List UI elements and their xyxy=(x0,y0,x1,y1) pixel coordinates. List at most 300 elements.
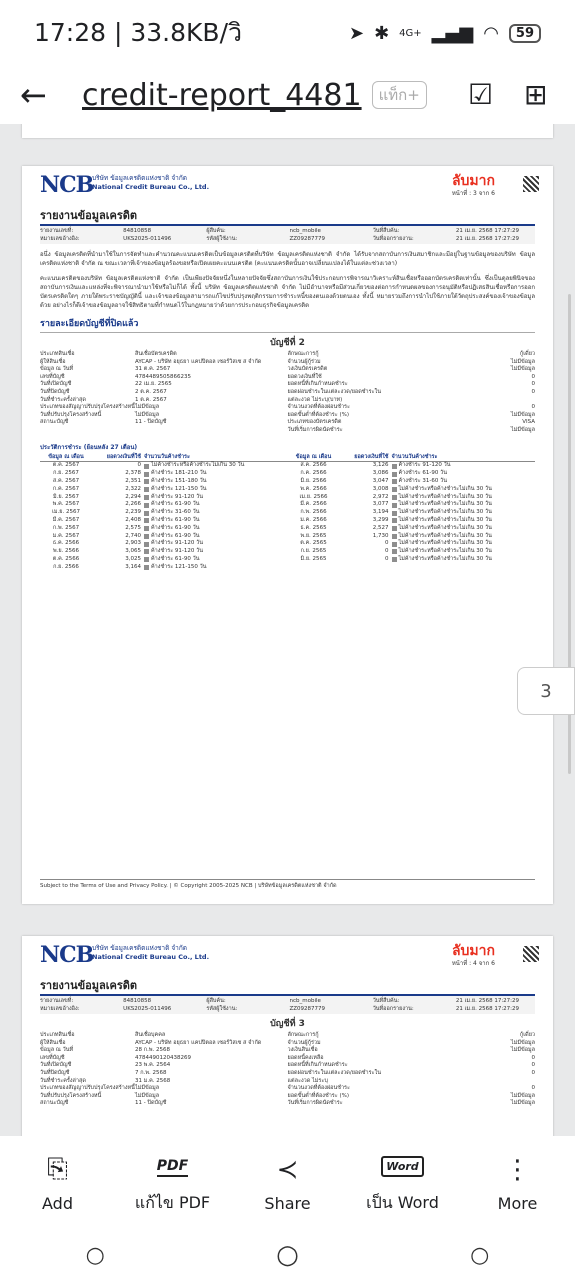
history-status xyxy=(392,462,536,470)
toolbar-label: Share xyxy=(264,1193,311,1213)
history-month: มี.ค. 2566 xyxy=(300,501,327,508)
history-month: เม.ย. 2566 xyxy=(299,493,328,500)
share-icon: ≺ xyxy=(276,1154,299,1185)
history-status-text: ไม่ค้างชำระหรือค้างชำระไม่เกิน 30 วัน xyxy=(398,555,492,562)
detail-label: วันที่เริ่มการผิดนัดชำระ xyxy=(287,426,343,433)
history-status-text: ค้างชำระ 61-90 วัน xyxy=(151,524,200,531)
meta-row xyxy=(40,235,535,243)
meta-cell: 21 เม.ย. 2568 17:27:29 xyxy=(455,228,520,234)
status-square-icon xyxy=(392,557,397,562)
meta-cell: ncb_mobile xyxy=(289,228,321,234)
status-square-icon xyxy=(144,542,149,547)
detail-value: ไม่มีข้อมูล xyxy=(510,1092,535,1099)
disclaimer-paragraph-2: คะแนนเครดิตของบริษัท ข้อมูลเครดิตแห่งชาติ จำกัด เป็นเพียงปัจจัยหนึ่งในหลายปัจจัยซึ่งสถาบันการเงินใช้ประกอบการพิจารณาวิเคราะห์สินเชื่อหรือออกบัตรเครดิตเท่านั้น ซึ่งเป็นดุลยพินิจของสถาบันการเงินและแหล่งที่จะพิจารณานำมาใช้หรือไม่ก็ได้ ทั้งนี้ บริษัท ข้อมูลเครดิตแห่งชาติ จำกัด ไม่มีอำนาจหรือมีส่วนเกี่ยวของต่อการกำหนดผลของการอนุมัติหรือปฏิเสธสินเชื่อหรือการออกบัตรเครดิตใดๆ ภายใต้พระราชบัญญัตินี้ และเจ้าของข้อมูลสามารถแก้ไขปรับปรุงพฤติกรรมการชำระหนี้ของตนเองด้วยตนเอง ทั้งนี้ หมายรวมถึงการนำไปใช้ภายใต้วัตถุประสงค์ของเจ้าของข้อมูลด้วย อย่างไรก็ดีเจ้าของข้อมูลอาจใช้สิทธิตามที่กำหนดไว้ในกฎหมายว่าด้วยการประกอบธุรกิจข้อมูลเครดิต xyxy=(40,275,535,309)
page-header xyxy=(22,166,553,206)
detail-label: ยอดหนี้ที่เกินกำหนดชำระ xyxy=(287,381,348,388)
table-row xyxy=(40,517,288,525)
history-balance: 3,008 xyxy=(372,485,389,492)
meta-cell: UKS2025-011496 xyxy=(123,1006,172,1012)
detail-row xyxy=(288,381,536,389)
table-row xyxy=(40,525,288,533)
status-square-icon xyxy=(144,503,149,508)
detail-row xyxy=(40,359,288,367)
detail-value: ไม่มีข้อมูล xyxy=(510,366,535,373)
history-header xyxy=(40,454,288,463)
table-row xyxy=(288,540,536,548)
history-status-text: ค้างชำระ 181-210 วัน xyxy=(151,470,207,477)
history-month: พ.ย. 2566 xyxy=(52,548,80,555)
status-square-icon xyxy=(392,511,397,516)
meta-cell: วันที่ออกรายงาน: xyxy=(372,236,414,242)
detail-label: สถานะบัญชี xyxy=(40,1100,69,1107)
table-row xyxy=(40,470,288,478)
page-footer: Subject to the Terms of Use and Privacy Policy. | © Copyright 2005-2025 NCB | บริษัทข้อมูลเครดิตแห่งชาติ จำกัด xyxy=(40,879,535,890)
status-square-icon xyxy=(144,511,149,516)
history-status-text: ค้างชำระ 151-180 วัน xyxy=(151,477,207,484)
detail-row xyxy=(40,389,288,397)
status-square-icon xyxy=(392,526,397,531)
detail-value: กู้เดี่ยว xyxy=(519,1032,535,1038)
detail-label: ยอดหนี้ที่เกินกำหนดชำระ xyxy=(287,1062,348,1069)
page-header xyxy=(22,936,553,976)
toolbar-share-button[interactable] xyxy=(230,1136,345,1230)
detail-label: ข้อมูล ณ วันที่ xyxy=(40,366,74,373)
detail-value: 28 ก.พ. 2568 xyxy=(135,1047,170,1054)
payment-history-left xyxy=(40,454,288,572)
home-icon[interactable]: ○ xyxy=(276,1240,299,1270)
report-title: รายงานข้อมูลเครดิต xyxy=(40,206,535,226)
add-tag-chip[interactable]: แท็ก+ xyxy=(372,81,427,109)
detail-label: วงเงินสินเชื่อ xyxy=(287,1047,318,1054)
report-title: รายงานข้อมูลเครดิต xyxy=(40,976,535,996)
history-header-status: จำนวนวันค้างชำระ xyxy=(391,453,438,460)
history-month: ต.ค. 2567 xyxy=(52,462,80,469)
history-balance: 2,903 xyxy=(125,540,141,547)
closed-accounts-heading: รายละเอียดบัญชีที่ปิดแล้ว xyxy=(40,316,535,333)
select-checkbox-icon[interactable]: ☑ xyxy=(468,78,494,111)
history-month: มี.ค. 2567 xyxy=(52,516,80,523)
history-balance: 2,239 xyxy=(125,509,141,516)
status-bar xyxy=(0,0,575,66)
history-balance: 2,527 xyxy=(372,524,389,531)
status-square-icon xyxy=(144,557,149,562)
detail-label: ประเภทของบัตรเครดิต xyxy=(287,419,342,426)
detail-row xyxy=(40,1032,288,1040)
detail-label: ยอดหนี้คงเหลือ xyxy=(287,1054,324,1061)
meta-cell: ZZ09287779 xyxy=(289,1006,326,1012)
account-details-left xyxy=(40,1032,288,1108)
detail-label: ประเภทของสัญญาปรับปรุงโครงสร้างหนี้ xyxy=(40,1085,135,1092)
detail-value: ไม่มีข้อมูล xyxy=(510,1100,535,1107)
table-row xyxy=(288,517,536,525)
detail-value: AYCAP - บริษัท อยุธยา แคปปิตอล เซอร์วิสเซ ส จำกัด xyxy=(135,358,262,365)
bluetooth-icon: ✱ xyxy=(374,22,390,44)
qr-code-icon xyxy=(523,946,539,962)
toolbar-เป็น-word-button[interactable] xyxy=(345,1136,460,1230)
system-nav-bar xyxy=(0,1230,575,1280)
meta-row xyxy=(40,1005,535,1013)
history-month: พ.ค. 2567 xyxy=(52,501,80,508)
meta-cell: วันที่สืบค้น: xyxy=(372,998,400,1004)
detail-row xyxy=(288,404,536,412)
back-arrow-icon[interactable]: ← xyxy=(20,76,47,114)
grid-view-icon[interactable]: ⊞ xyxy=(524,78,548,111)
detail-value: ไม่มีข้อมูล xyxy=(135,404,160,411)
detail-label: เลขที่บัญชี xyxy=(40,373,65,380)
detail-value: ไม่มีข้อมูล xyxy=(510,411,535,418)
table-row xyxy=(288,486,536,494)
history-status xyxy=(392,540,536,548)
table-row xyxy=(288,501,536,509)
history-month: ก.ย. 2566 xyxy=(53,563,79,570)
history-status xyxy=(144,517,288,525)
history-status-text: ค้างชำระ 61-90 วัน xyxy=(151,532,200,539)
disclaimer-paragraph-1: อนึ่ง ข้อมูลเครดิตที่นำมาใช้ในการจัดทำและคำนวณคะแนนเครดิตเป็นข้อมูลเครดิตที่บริษัท ข้อมูลเครดิตแห่งชาติ จำกัด ได้รับจากสถาบันการเงินสมาชิกและมีอยู่ในฐานข้อมูลของบริษัท ข้อมูลเครดิตแห่งชาติ จำกัด ณ ขณะเวลาที่เจ้าของข้อมูลร้องขอหรือเปิดเผยคะแนนเครดิต (คะแนนเครดิตนั้นอาจเปลี่ยนแปลงได้ในแต่ละช่วงเวลา) xyxy=(40,251,535,267)
history-status-text: ค้างชำระ 61-90 วัน xyxy=(151,501,200,508)
history-balance: 2,378 xyxy=(125,470,141,477)
report-meta xyxy=(40,226,535,244)
meta-cell: หมายเลขอ้างอิง: xyxy=(40,1006,80,1012)
payment-history-title: ประวัติการชำระ (ย้อนหลัง 27 เดือน) xyxy=(40,443,138,451)
history-status-text: ไม่ค้างชำระหรือค้างชำระไม่เกิน 30 วัน xyxy=(398,524,492,531)
history-balance: 0 xyxy=(137,462,141,469)
detail-value: 4784490120438269 xyxy=(135,1054,191,1061)
history-month: ธ.ค. 2565 xyxy=(300,524,327,531)
history-balance: 2,266 xyxy=(125,501,141,508)
history-balance: 3,194 xyxy=(372,509,389,516)
history-status xyxy=(144,564,288,572)
signal-icon: ▂▄▆ xyxy=(431,22,474,44)
history-status-text: ไม่ค้างชำระหรือค้างชำระไม่เกิน 30 วัน xyxy=(398,532,492,539)
detail-row xyxy=(40,374,288,382)
status-square-icon xyxy=(144,472,149,477)
detail-row xyxy=(288,1100,536,1108)
detail-label: วันที่เปิดบัญชี xyxy=(40,1062,72,1069)
detail-label: ลักษณะการกู้ xyxy=(287,1032,319,1038)
status-square-icon xyxy=(144,526,149,531)
detail-label: วงเงินบัตรเครดิต xyxy=(287,366,328,373)
detail-row xyxy=(288,1040,536,1048)
table-row xyxy=(40,478,288,486)
detail-label: จำนวนผู้กู้ร่วม xyxy=(287,358,321,365)
history-balance: 2,575 xyxy=(125,524,141,531)
table-row xyxy=(288,470,536,478)
history-status-text: ไม่ค้างชำระหรือค้างชำระไม่เกิน 30 วัน xyxy=(398,548,492,555)
network-label: 4G+ xyxy=(399,27,422,39)
account-details-right xyxy=(288,1032,536,1108)
meta-cell: หมายเลขอ้างอิง: xyxy=(40,236,80,242)
toolbar-label: แก้ไข PDF xyxy=(134,1192,211,1212)
history-month: มิ.ย. 2567 xyxy=(52,493,80,500)
document-title[interactable]: credit-report_4481 xyxy=(82,77,362,113)
meta-row xyxy=(40,227,535,235)
detail-row xyxy=(40,1055,288,1063)
detail-row xyxy=(40,1070,288,1078)
history-balance: 2,972 xyxy=(372,493,389,500)
detail-row xyxy=(288,1085,536,1093)
meta-cell: รายงานเลขที่: xyxy=(40,228,74,234)
detail-row xyxy=(40,1047,288,1055)
account-details xyxy=(40,1032,535,1108)
table-row xyxy=(40,486,288,494)
report-meta xyxy=(40,996,535,1014)
history-month: ก.ย. 2567 xyxy=(53,470,79,477)
navigation-icon: ➤ xyxy=(348,22,365,44)
meta-cell: รหัสผู้ใช้งาน: xyxy=(206,1006,238,1012)
table-row xyxy=(288,556,536,564)
toolbar-label: เป็น Word xyxy=(366,1192,439,1212)
detail-label: จำนวนงวดที่ต้องผ่อนชำระ xyxy=(287,1085,350,1092)
history-status-text: ค้างชำระ 61-90 วัน xyxy=(398,470,448,477)
detail-label: ผู้ให้สินเชื่อ xyxy=(40,358,66,365)
history-status xyxy=(392,501,536,509)
status-square-icon xyxy=(144,549,149,554)
detail-row xyxy=(40,1085,288,1093)
detail-label: ยอดวงเงินที่ใช้ xyxy=(287,373,322,380)
page-indicator[interactable]: 3 xyxy=(517,667,575,715)
history-status xyxy=(144,548,288,556)
status-square-icon xyxy=(144,487,149,492)
history-month: ก.ค. 2567 xyxy=(52,485,80,492)
status-square-icon xyxy=(392,479,397,484)
toolbar-label: Add xyxy=(42,1193,73,1213)
detail-value: ไม่มีข้อมูล xyxy=(135,1085,160,1092)
history-month: ต.ค. 2565 xyxy=(300,540,327,547)
history-status-text: ค้างชำระ 31-60 วัน xyxy=(151,509,200,516)
detail-label: ผู้ให้สินเชื่อ xyxy=(40,1039,66,1046)
history-month: ก.ย. 2565 xyxy=(300,548,327,555)
table-row xyxy=(288,525,536,533)
history-status-text: ไม่ค้างชำระหรือค้างชำระไม่เกิน 30 วัน xyxy=(398,485,492,492)
history-status-text: ค้างชำระ 61-90 วัน xyxy=(151,555,200,562)
table-row xyxy=(288,509,536,517)
account-title: บัญชีที่ 3 xyxy=(270,1019,305,1029)
history-status xyxy=(144,525,288,533)
detail-value: 11 - ปิดบัญชี xyxy=(135,1100,167,1107)
account-details-left xyxy=(40,351,288,435)
history-status xyxy=(144,556,288,564)
history-status xyxy=(392,478,536,486)
status-square-icon xyxy=(392,503,397,508)
detail-label: ยอดผ่อนชำระในแต่ละงวด/ยอดชำระในแต่ละงวด ไม่ระบุ(บาท) xyxy=(287,388,381,403)
meta-cell: ZZ09287779 xyxy=(289,236,326,242)
detail-label: ประเภทของสัญญาปรับปรุงโครงสร้างหนี้ xyxy=(40,404,135,411)
history-balance: 3,065 xyxy=(125,548,141,555)
detail-value: 11 - ปิดบัญชี xyxy=(135,419,167,426)
status-square-icon xyxy=(392,534,397,539)
detail-value: 23 พ.ค. 2564 xyxy=(135,1062,171,1069)
history-status xyxy=(392,470,536,478)
table-row xyxy=(40,564,288,572)
history-month: ก.พ. 2566 xyxy=(300,509,327,516)
status-square-icon xyxy=(392,542,397,547)
ncb-logo: NCB xyxy=(40,172,94,198)
history-balance: 3,126 xyxy=(372,462,389,469)
detail-value: ไม่มีข้อมูล xyxy=(135,1092,160,1099)
history-status xyxy=(144,509,288,517)
meta-cell: วันที่สืบค้น: xyxy=(372,228,400,234)
word-icon-label: Word xyxy=(381,1156,423,1177)
history-header-balance: ยอดวงเงินที่ใช้ xyxy=(106,453,141,460)
history-status-text: ค้างชำระ 61-90 วัน xyxy=(151,516,200,523)
detail-label: วันที่ชำระครั้งล่าสุด xyxy=(40,1077,86,1084)
history-balance: 2,740 xyxy=(125,532,141,539)
meta-cell: 21 เม.ย. 2568 17:27:29 xyxy=(455,998,520,1004)
table-row xyxy=(288,478,536,486)
page-number-label: หน้าที่ : 4 จาก 6 xyxy=(451,960,495,967)
detail-row xyxy=(288,1032,536,1040)
status-square-icon xyxy=(392,518,397,523)
detail-value: ไม่มีข้อมูล xyxy=(135,411,160,418)
history-status-text: ไม่ค้างชำระหรือค้างชำระไม่เกิน 30 วัน xyxy=(398,501,492,508)
history-status-text: ค้างชำระ 91-120 วัน xyxy=(151,548,204,555)
history-status-text: ค้างชำระ 121-150 วัน xyxy=(151,485,207,492)
toolbar-add-button[interactable] xyxy=(0,1136,115,1230)
pdf-page-3 xyxy=(22,166,553,904)
account-details-right xyxy=(288,351,536,435)
detail-label: วันที่ปิดบัญชี xyxy=(40,388,70,395)
history-month: ธ.ค. 2566 xyxy=(52,540,80,547)
history-balance: 3,077 xyxy=(372,501,389,508)
history-status xyxy=(392,556,536,564)
history-month: ก.พ. 2567 xyxy=(52,524,80,531)
detail-label: ประเภทสินเชื่อ xyxy=(40,1032,75,1038)
history-header xyxy=(288,454,536,463)
battery-icon: 59 xyxy=(509,24,541,43)
status-square-icon xyxy=(392,487,397,492)
toolbar-more-button[interactable] xyxy=(460,1136,575,1230)
meta-row xyxy=(40,997,535,1005)
status-time: 17:28 | 33.8KB/วิ xyxy=(34,18,243,47)
history-status-text: ค้างชำระ 91-120 วัน xyxy=(398,462,451,469)
detail-value: 1 ต.ค. 2567 xyxy=(135,396,167,403)
history-status-text: ไม่ค้างชำระหรือค้างชำระไม่เกิน 30 วัน xyxy=(398,509,492,516)
history-status xyxy=(144,478,288,486)
detail-label: ข้อมูล ณ วันที่ xyxy=(40,1047,74,1054)
status-square-icon xyxy=(392,495,397,500)
history-status xyxy=(144,470,288,478)
page-number-label: หน้าที่ : 3 จาก 6 xyxy=(451,190,495,197)
history-balance: 2,322 xyxy=(125,485,141,492)
status-square-icon xyxy=(392,472,397,477)
detail-label: ประเภทสินเชื่อ xyxy=(40,351,75,357)
detail-value: AYCAP - บริษัท อยุธยา แคปปิตอล เซอร์วิสเซ ส จำกัด xyxy=(135,1039,262,1046)
meta-cell: ผู้สืบค้น: xyxy=(206,228,226,234)
meta-cell: ncb_mobile xyxy=(289,998,321,1004)
history-status-text: ไม่ค้างชำระหรือค้างชำระไม่เกิน 30 วัน xyxy=(151,462,245,469)
detail-row xyxy=(288,1070,536,1085)
history-balance: 0 xyxy=(385,548,389,555)
history-balance: 2,408 xyxy=(125,516,141,523)
detail-row xyxy=(288,1047,536,1055)
detail-row xyxy=(288,389,536,404)
history-month: ม.ค. 2567 xyxy=(52,532,80,539)
history-status-text: ค้างชำระ 91-120 วัน xyxy=(151,540,204,547)
history-month: ก.ค. 2566 xyxy=(300,470,327,477)
detail-row xyxy=(288,1062,536,1070)
table-row xyxy=(40,509,288,517)
confidential-stamp: ลับมาก xyxy=(451,943,495,959)
ncb-logo: NCB xyxy=(40,942,94,968)
detail-value: สินเชื่อบัตรเครดิต xyxy=(135,351,177,357)
detail-value: กู้เดี่ยว xyxy=(519,351,535,357)
detail-row xyxy=(40,366,288,374)
detail-label: ยอดขั้นต่ำที่ต้องชำระ (%) xyxy=(287,411,349,418)
more-vert-icon: ⋮ xyxy=(504,1154,531,1185)
detail-row xyxy=(288,351,536,359)
detail-value: VISA xyxy=(522,419,535,426)
company-name: บริษัท ข้อมูลเครดิตแห่งชาติ จำกัด National Credit Bureau Co., Ltd. xyxy=(92,174,210,191)
table-row xyxy=(40,548,288,556)
payment-history-right xyxy=(288,454,536,572)
detail-label: เลขที่บัญชี xyxy=(40,1054,65,1061)
pdf-viewer[interactable] xyxy=(0,124,575,1136)
back-nav-icon[interactable]: ○ xyxy=(470,1242,490,1268)
detail-value: 31 ต.ค. 2567 xyxy=(135,366,171,373)
detail-label: จำนวนงวดที่ต้องผ่อนชำระ xyxy=(287,404,350,411)
app-bar xyxy=(0,66,575,124)
history-month: เม.ย. 2567 xyxy=(52,509,80,516)
history-header-month: ข้อมูล ณ เดือน xyxy=(48,453,84,460)
history-status xyxy=(392,548,536,556)
recent-apps-icon[interactable]: ○ xyxy=(85,1242,105,1268)
status-square-icon xyxy=(144,495,149,500)
table-row xyxy=(288,548,536,556)
meta-cell: รายงานเลขที่: xyxy=(40,998,74,1004)
toolbar-แก้ไข-pdf-button[interactable] xyxy=(115,1136,230,1230)
history-month: ส.ค. 2566 xyxy=(300,462,327,469)
detail-label: วันที่ชำระครั้งล่าสุด xyxy=(40,396,86,403)
status-square-icon xyxy=(392,549,397,554)
history-status xyxy=(144,462,288,470)
add-page-icon: ⎘ xyxy=(47,1154,68,1184)
history-status xyxy=(392,525,536,533)
detail-row xyxy=(288,366,536,374)
history-month: ต.ค. 2566 xyxy=(52,555,80,562)
meta-cell: 84810858 xyxy=(123,998,152,1004)
history-status-text: ไม่ค้างชำระหรือค้างชำระไม่เกิน 30 วัน xyxy=(398,493,492,500)
detail-row xyxy=(40,1040,288,1048)
detail-value: 4784489505866235 xyxy=(135,373,191,380)
status-square-icon xyxy=(144,565,149,570)
detail-value: ไม่มีข้อมูล xyxy=(510,358,535,365)
pdf-icon-label: PDF xyxy=(157,1157,188,1177)
pdf-page-4 xyxy=(22,936,553,1136)
meta-cell: 21 เม.ย. 2568 17:27:29 xyxy=(455,236,520,242)
meta-cell: วันที่ออกรายงาน: xyxy=(372,1006,414,1012)
detail-value: 22 เม.ย. 2565 xyxy=(135,381,172,388)
history-balance: 3,086 xyxy=(372,470,389,477)
history-balance: 3,025 xyxy=(125,555,141,562)
table-row xyxy=(40,556,288,564)
confidential-stamp: ลับมาก xyxy=(451,173,495,189)
history-header-balance: ยอดวงเงินที่ใช้ xyxy=(354,453,389,460)
history-status xyxy=(392,517,536,525)
detail-value: 0 xyxy=(531,1054,535,1061)
pdf-icon xyxy=(157,1151,188,1183)
detail-label: ยอดผ่อนชำระในแต่ละงวด/ยอดชำระในแต่ละงวด ไม่ระบุ xyxy=(287,1069,381,1084)
history-balance: 1,730 xyxy=(372,532,389,539)
meta-cell: รหัสผู้ใช้งาน: xyxy=(206,236,238,242)
detail-value: 0 xyxy=(531,1069,535,1076)
history-month: มิ.ย. 2565 xyxy=(300,555,327,562)
detail-row xyxy=(288,419,536,427)
word-icon xyxy=(381,1151,423,1183)
detail-value: 0 xyxy=(531,404,535,411)
wifi-icon: ◠ xyxy=(483,22,499,44)
detail-label: วันที่ปรับปรุงโครงสร้างหนี้ xyxy=(40,1092,102,1099)
history-status-text: ค้างชำระ 91-120 วัน xyxy=(151,493,204,500)
